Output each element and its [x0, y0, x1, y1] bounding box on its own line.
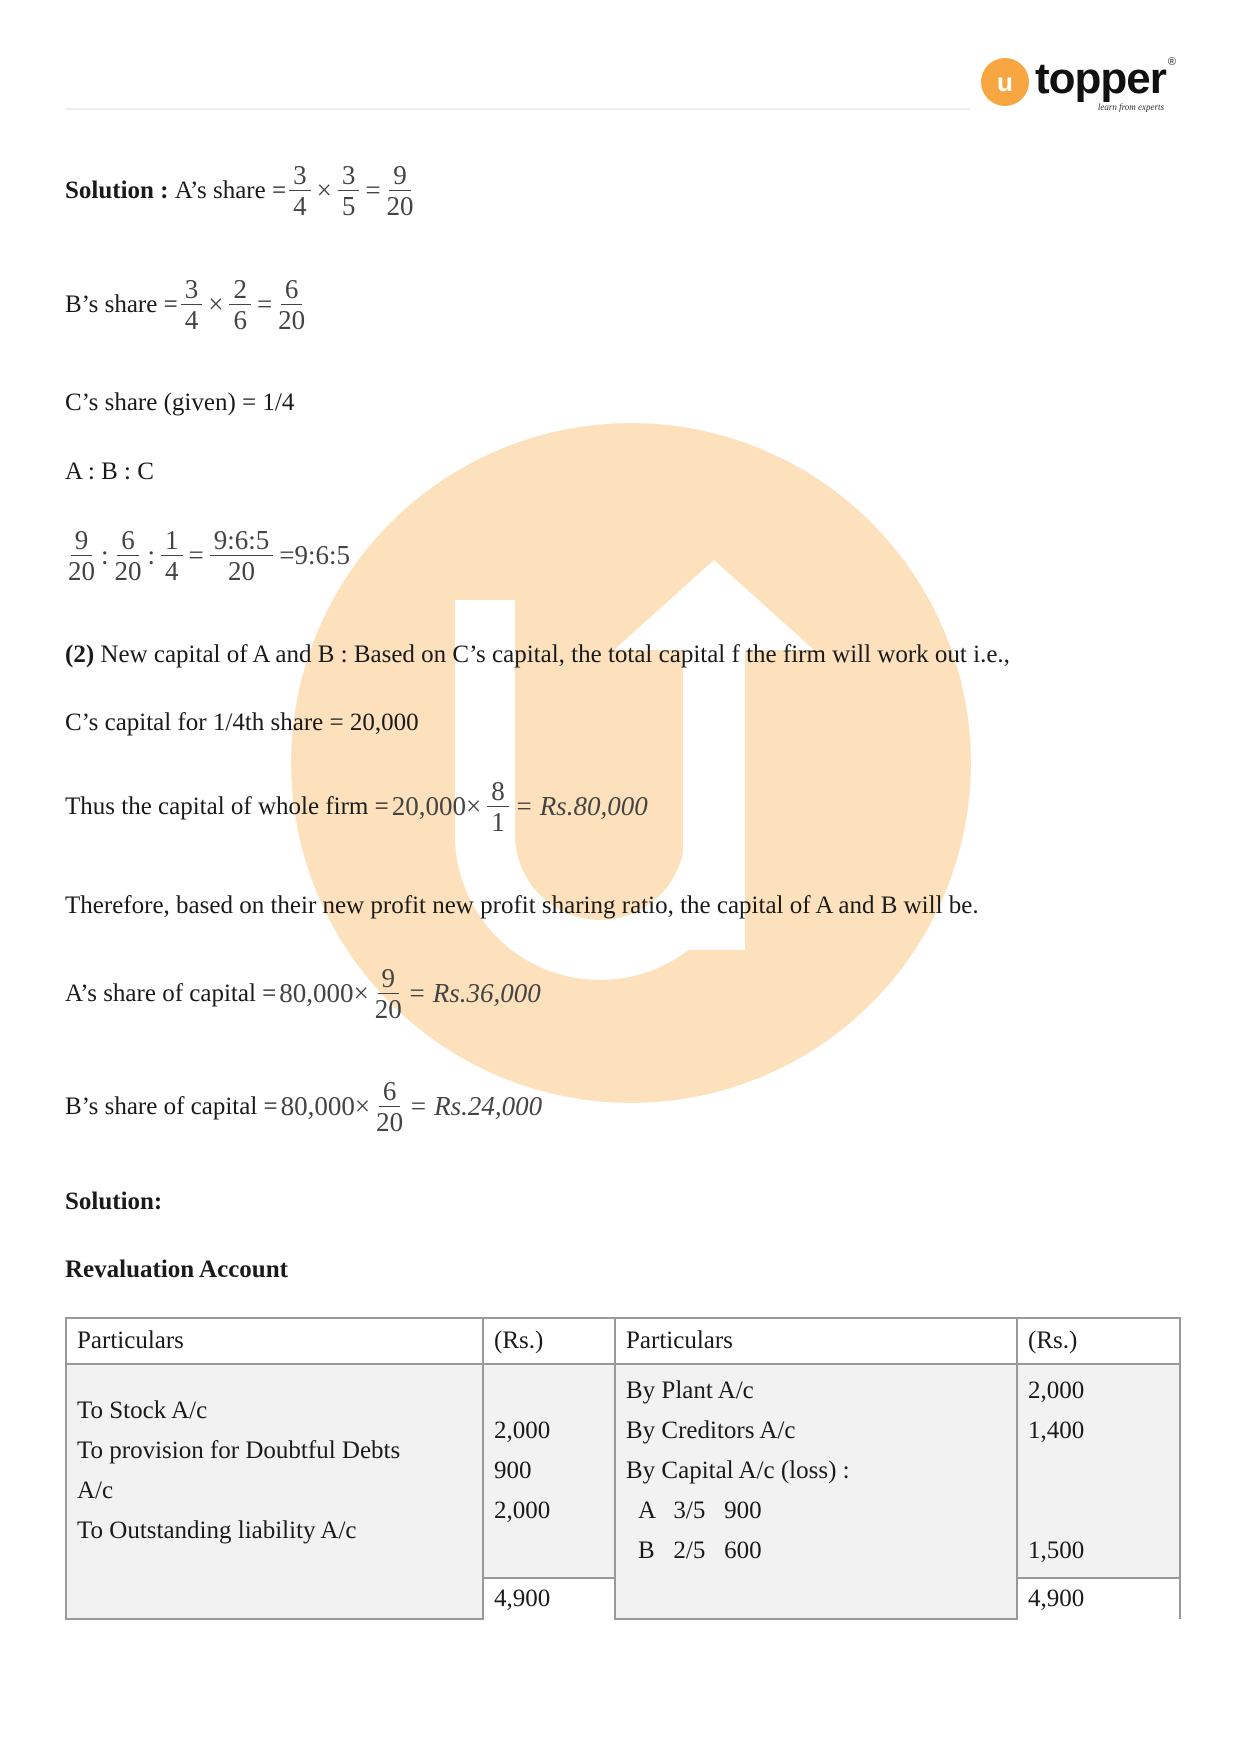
col-header: Particulars: [615, 1318, 1017, 1364]
denominator: 20: [374, 994, 402, 1024]
math-lhs: 80,000×: [279, 978, 369, 1008]
denominator: 1: [491, 807, 505, 837]
c-capital-text: C’s capital for 1/4th share = 20,000: [65, 709, 419, 736]
watermark-arrow-head: [614, 560, 814, 650]
fraction: [375, 963, 402, 1024]
fraction: [68, 525, 95, 586]
denominator: 20: [278, 305, 306, 335]
solution-heading: Solution:: [65, 1188, 163, 1215]
math-rhs: = Rs.36,000: [407, 978, 541, 1008]
debit-item: To provision for Doubtful Debts: [77, 1437, 401, 1464]
a-share-line: [65, 160, 417, 221]
whole-firm-label: Thus the capital of whole firm =: [65, 792, 389, 820]
credit-item: By Plant A/c: [626, 1377, 754, 1404]
numerator: 3: [338, 160, 360, 191]
colon: :: [101, 540, 109, 570]
fraction: [115, 525, 142, 586]
numerator: 6: [379, 1076, 401, 1107]
equals: =: [188, 540, 204, 570]
denominator: 20: [386, 191, 414, 221]
debit-particulars: [66, 1364, 483, 1619]
denominator: 20: [376, 1107, 404, 1137]
denominator: 5: [341, 191, 356, 221]
debit-item: To Outstanding liability A/c: [77, 1517, 357, 1544]
numerator: 9: [389, 160, 411, 191]
numerator: 3: [289, 160, 311, 191]
amount: 2,000: [494, 1497, 551, 1524]
fraction: [289, 160, 311, 221]
amount: 900: [494, 1457, 532, 1484]
table-row: [66, 1364, 1180, 1578]
credit-item: By Creditors A/c: [626, 1417, 796, 1444]
ratio-result: =9:6:5: [279, 540, 351, 570]
solution-label: Solution :: [65, 176, 169, 204]
amount: 1,500: [1028, 1537, 1085, 1564]
equals: =: [256, 289, 273, 319]
revaluation-table: [65, 1317, 1181, 1620]
logo-wordmark: [1035, 56, 1176, 113]
fraction: [376, 1076, 403, 1137]
denominator: 4: [293, 191, 307, 221]
debit-item: A/c: [77, 1477, 114, 1504]
equals: =: [365, 175, 381, 205]
math-rhs: = Rs.24,000: [409, 1091, 543, 1121]
amount: 2,000: [494, 1417, 551, 1444]
part2-line: [65, 641, 1010, 669]
credit-item: B 2/5 600: [638, 1537, 762, 1564]
credit-particulars: [615, 1364, 1017, 1619]
math-lhs: 80,000×: [280, 1091, 371, 1121]
credit-amounts: [1017, 1364, 1180, 1578]
debit-amounts: [483, 1364, 615, 1578]
logo-row: [1035, 56, 1176, 102]
denominator: 20: [228, 556, 256, 586]
numerator: 6: [117, 525, 139, 556]
times: ×: [316, 175, 332, 205]
fraction: [278, 274, 305, 335]
amount: 2,000: [1028, 1377, 1085, 1404]
a-capital-label: A’s share of capital =: [65, 979, 277, 1007]
c-share-text: C’s share (given) = 1/4: [65, 389, 295, 416]
col-header: (Rs.): [483, 1318, 615, 1364]
denominator: 6: [233, 305, 247, 335]
b-capital-line: [65, 1076, 545, 1137]
col-header: Particulars: [66, 1318, 483, 1364]
fraction: [210, 525, 274, 586]
b-share-label: B’s share =: [65, 290, 178, 318]
registered-mark: ®: [1167, 56, 1176, 68]
part2-text: New capital of A and B : Based on C’s capital, the total capital f the firm will work out i.e.,: [100, 641, 1010, 668]
a-capital-line: [65, 963, 544, 1024]
logo-tagline: learn from experts: [1097, 102, 1164, 112]
ratio-heading: A : B : C: [65, 458, 154, 485]
b-capital-label: B’s share of capital =: [65, 1092, 278, 1120]
total-debit: 4,900: [483, 1578, 615, 1619]
fraction: [487, 776, 509, 837]
numerator: 9:6:5: [210, 525, 274, 556]
math-rhs: = Rs.80,000: [514, 791, 648, 821]
numerator: 3: [181, 274, 203, 305]
col-header: (Rs.): [1017, 1318, 1180, 1364]
numerator: 1: [161, 525, 183, 556]
amount: [1028, 1491, 1169, 1531]
fraction: [338, 160, 360, 221]
denominator: 20: [68, 556, 95, 586]
numerator: 9: [71, 525, 93, 556]
a-share-label: A’s share =: [174, 176, 287, 204]
table-header-row: [66, 1318, 1180, 1364]
credit-item: A 3/5 900: [638, 1497, 762, 1524]
times: ×: [208, 289, 224, 319]
total-credit: 4,900: [1017, 1578, 1180, 1619]
numerator: 8: [487, 776, 509, 807]
debit-item: To Stock A/c: [77, 1397, 208, 1424]
fraction: [387, 160, 414, 221]
credit-item: By Capital A/c (loss) :: [626, 1457, 850, 1484]
denominator: 4: [184, 305, 199, 335]
fraction: [229, 274, 251, 335]
logo-icon: u: [981, 58, 1029, 106]
topper-logo: [981, 56, 1176, 113]
header-divider: [65, 108, 970, 110]
amount: [1028, 1451, 1169, 1491]
denominator: 20: [114, 556, 142, 586]
amount: 1,400: [1028, 1417, 1085, 1444]
therefore-text: Therefore, based on their new profit new profit sharing ratio, the capital of A and B will be.: [65, 892, 979, 919]
part2-label: (2): [65, 641, 95, 668]
b-share-line: [65, 274, 308, 335]
math-lhs: 20,000×: [391, 791, 482, 821]
whole-firm-line: [65, 776, 651, 837]
fraction: [181, 274, 203, 335]
colon: :: [147, 540, 156, 570]
numerator: 2: [229, 274, 251, 305]
denominator: 4: [165, 556, 179, 586]
fraction: [161, 525, 183, 586]
numerator: 9: [378, 963, 400, 994]
numerator: 6: [281, 274, 303, 305]
revaluation-heading: Revaluation Account: [65, 1256, 288, 1283]
ratio-line: [65, 525, 353, 586]
logo-text: topper: [1035, 54, 1166, 103]
